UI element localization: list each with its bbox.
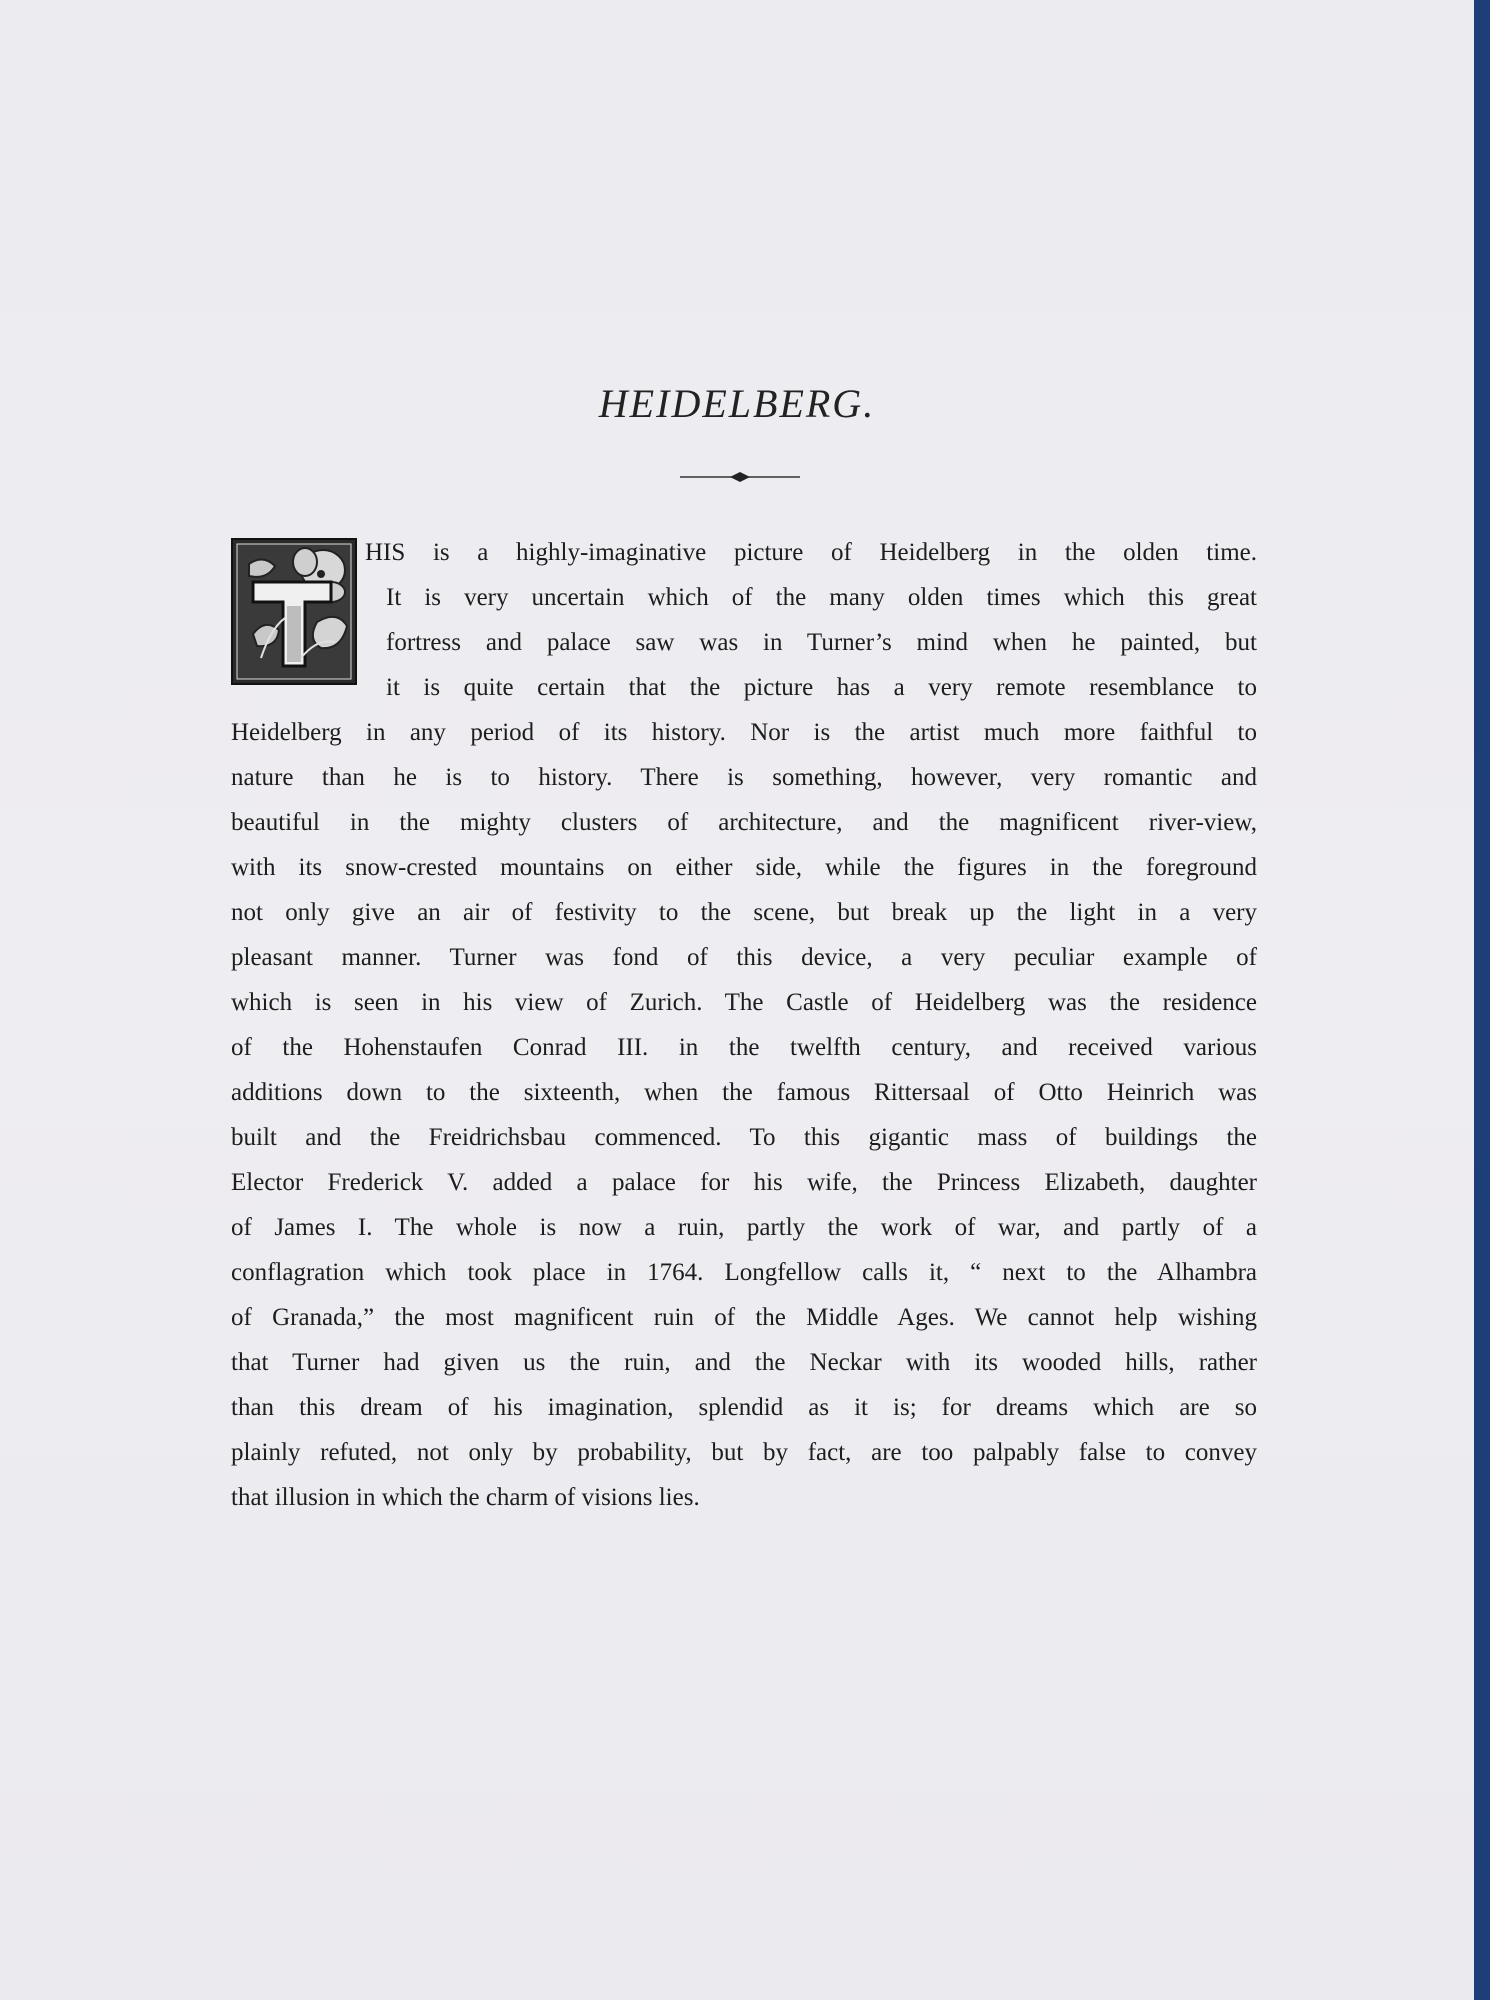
paragraph-line: It is very uncertain which of the many olden times which this great bbox=[386, 584, 1257, 611]
paragraph-line: nature than he is to history. There is something, however, very romantic and bbox=[231, 764, 1257, 791]
paragraph-line: built and the Freidrichsbau commenced. To this gigantic mass of buildings the bbox=[231, 1124, 1257, 1151]
title-ornament bbox=[680, 470, 800, 484]
paragraph-line: that Turner had given us the ruin, and the Neckar with its wooded hills, rather bbox=[231, 1349, 1257, 1376]
page-title: HEIDELBERG. bbox=[598, 381, 876, 426]
paragraph-line: it is quite certain that the picture has a very remote resemblance to bbox=[386, 674, 1257, 701]
drop-cap-initial bbox=[231, 538, 357, 685]
paragraph-line: additions down to the sixteenth, when the famous Rittersaal of Otto Heinrich was bbox=[231, 1079, 1257, 1106]
paragraph-line: with its snow-crested mountains on either side, while the figures in the foreground bbox=[231, 854, 1257, 881]
paragraph-line: plainly refuted, not only by probability, but by fact, are too palpably false to convey bbox=[231, 1439, 1257, 1466]
paragraph-line: that illusion in which the charm of visions lies. bbox=[231, 1484, 700, 1511]
paragraph-line: Elector Frederick V. added a palace for his wife, the Princess Elizabeth, daughter bbox=[231, 1169, 1257, 1196]
paragraph-line: which is seen in his view of Zurich. The Castle of Heidelberg was the residence bbox=[231, 989, 1257, 1016]
paragraph-line: of the Hohenstaufen Conrad III. in the twelfth century, and received various bbox=[231, 1034, 1257, 1061]
paragraph-line: than this dream of his imagination, splendid as it is; for dreams which are so bbox=[231, 1394, 1257, 1421]
paragraph-line: fortress and palace saw was in Turner’s mind when he painted, but bbox=[386, 629, 1257, 656]
paragraph-line: conflagration which took place in 1764. Longfellow calls it, “ next to the Alhambra bbox=[231, 1259, 1257, 1286]
paragraph-line: of Granada,” the most magnificent ruin of the Middle Ages. We cannot help wishing bbox=[231, 1304, 1257, 1331]
paragraph-line: of James I. The whole is now a ruin, partly the work of war, and partly of a bbox=[231, 1214, 1257, 1241]
paragraph-line: pleasant manner. Turner was fond of this device, a very peculiar example of bbox=[231, 944, 1257, 971]
paragraph-line: Heidelberg in any period of its history. Nor is the artist much more faithful to bbox=[231, 719, 1257, 746]
paragraph-line: not only give an air of festivity to the scene, but break up the light in a very bbox=[231, 899, 1257, 926]
paragraph-line: beautiful in the mighty clusters of architecture, and the magnificent river-view, bbox=[231, 809, 1257, 836]
paragraph-line: HIS is a highly-imaginative picture of Heidelberg in the olden time. bbox=[365, 539, 1257, 566]
